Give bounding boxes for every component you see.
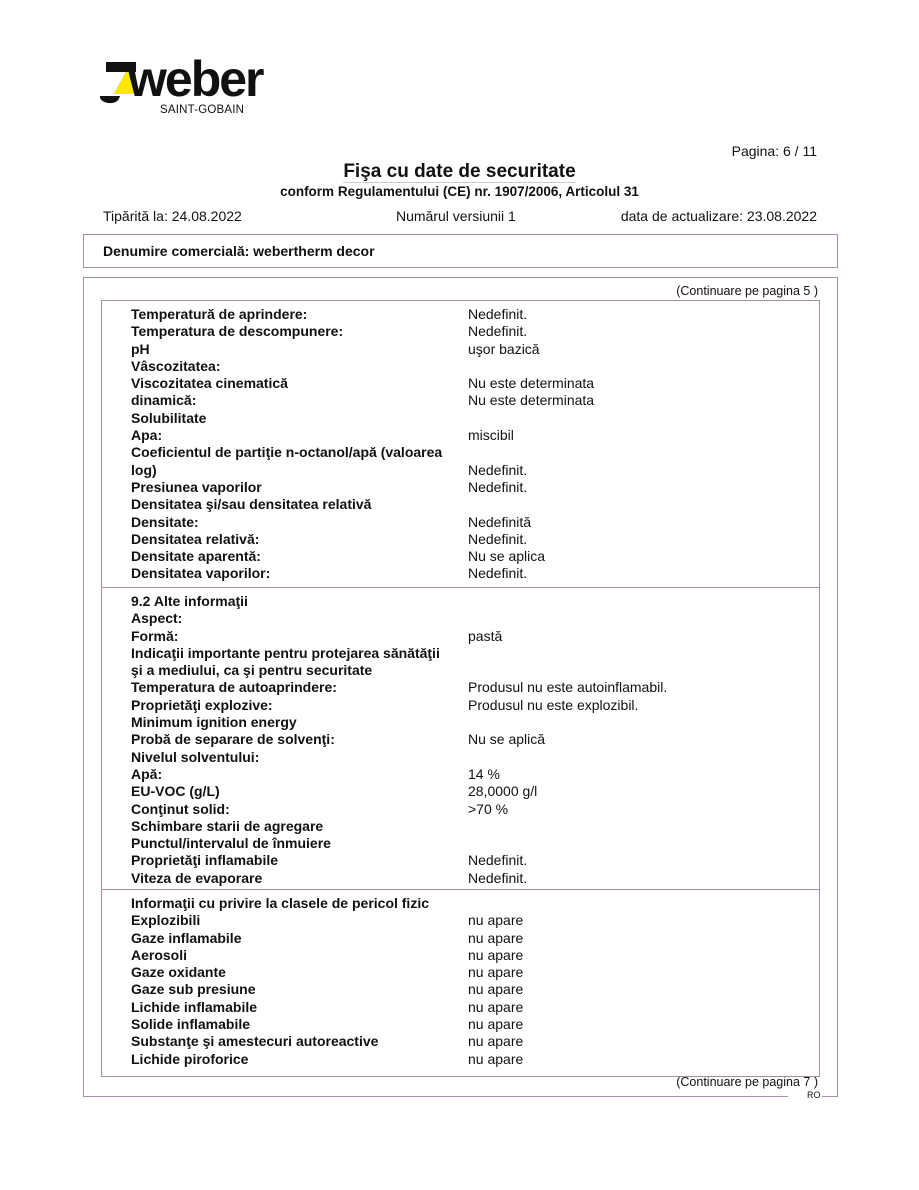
property-value: Nedefinită xyxy=(468,513,532,530)
table-row xyxy=(102,479,819,496)
table-row xyxy=(102,964,819,981)
property-value: 28,0000 g/l xyxy=(468,783,538,800)
table-row xyxy=(102,870,819,887)
property-label: Proprietăţi inflamabile xyxy=(131,852,279,869)
property-label: Apă: xyxy=(131,765,163,782)
table-row xyxy=(102,801,819,818)
property-value: pastă xyxy=(468,627,503,644)
property-label: Temperatura de descompunere: xyxy=(131,323,344,340)
property-value: miscibil xyxy=(468,427,514,444)
table-row xyxy=(102,697,819,714)
continued-to: (Continuare pe pagina 7 ) xyxy=(676,1075,818,1089)
table-row xyxy=(102,930,819,947)
product-name-box xyxy=(83,234,838,268)
property-label: Explozibili xyxy=(131,912,201,929)
property-label: Nivelul solventului: xyxy=(131,748,260,765)
table-row xyxy=(102,565,819,582)
property-label: Solide inflamabile xyxy=(131,1016,251,1033)
version-number: Numărul versiunii 1 xyxy=(396,208,516,224)
table-row xyxy=(102,610,819,627)
property-value: nu apare xyxy=(468,981,524,998)
property-label: Gaze sub presiune xyxy=(131,981,256,998)
property-value: Nedefinit. xyxy=(468,323,528,340)
property-value: Produsul nu este autoinflamabil. xyxy=(468,679,668,696)
property-label: Gaze oxidante xyxy=(131,964,226,981)
property-label: Substanţe şi amestecuri autoreactive xyxy=(131,1033,379,1050)
table-row xyxy=(102,783,819,800)
property-label: 9.2 Alte informaţii xyxy=(131,593,248,609)
property-label: log) xyxy=(131,461,157,478)
table-row xyxy=(102,410,819,427)
table-row xyxy=(102,628,819,645)
document-title xyxy=(0,161,919,183)
table-row xyxy=(102,306,819,323)
property-value: Nedefinit. xyxy=(468,306,528,322)
table-row xyxy=(102,749,819,766)
table-row xyxy=(102,496,819,513)
property-label: pH xyxy=(131,340,150,357)
table-row xyxy=(102,912,819,929)
property-label: Presiunea vaporilor xyxy=(131,478,262,495)
property-value: nu apare xyxy=(468,946,524,963)
table-row xyxy=(102,766,819,783)
bottom-divider xyxy=(83,1096,788,1097)
property-value: nu apare xyxy=(468,912,524,929)
property-value: Nu este determinata xyxy=(468,392,595,409)
property-label: Vâscozitatea: xyxy=(131,357,221,374)
property-value: Nedefinit. xyxy=(468,461,528,478)
table-row xyxy=(102,835,819,852)
property-value: >70 % xyxy=(468,800,509,817)
table-row xyxy=(102,895,819,912)
table-row xyxy=(102,514,819,531)
table-row xyxy=(102,341,819,358)
logo-wordmark: weber xyxy=(128,51,263,107)
table-row xyxy=(102,593,819,610)
table-row xyxy=(102,679,819,696)
property-value: Nedefinit. xyxy=(468,530,528,547)
property-label: Densitatea relativă: xyxy=(131,530,260,547)
section-other-information xyxy=(102,587,819,887)
table-row xyxy=(102,427,819,444)
property-label: EU-VOC (g/L) xyxy=(131,783,220,800)
property-label: Temperatură de aprindere: xyxy=(131,306,308,322)
property-label: şi a mediului, ca şi pentru securitate xyxy=(131,662,373,679)
property-value: Nedefinit. xyxy=(468,869,528,886)
property-value: nu apare xyxy=(468,998,524,1015)
property-label: Aerosoli xyxy=(131,946,188,963)
property-label: Indicaţii importante pentru protejarea sănătăţii xyxy=(131,644,440,661)
property-label: Densitate aparentă: xyxy=(131,548,261,565)
property-value: Nedefinit. xyxy=(468,852,528,869)
table-row xyxy=(102,1016,819,1033)
table-row xyxy=(102,358,819,375)
update-date: data de actualizare: 23.08.2022 xyxy=(620,208,817,224)
table-row xyxy=(102,731,819,748)
property-label: Solubilitate xyxy=(131,409,207,426)
property-label: Apa: xyxy=(131,427,163,444)
table-row xyxy=(102,852,819,869)
table-row xyxy=(102,444,819,461)
document-subtitle: conform Regulamentului (CE) nr. 1907/2006, Articolul 31 xyxy=(280,184,639,199)
properties-table xyxy=(101,300,820,1077)
property-label: Schimbare starii de agregare xyxy=(131,817,324,834)
property-value: nu apare xyxy=(468,964,524,981)
property-label: Proprietăţi explozive: xyxy=(131,696,273,713)
property-label: Formă: xyxy=(131,627,179,644)
table-row xyxy=(102,714,819,731)
table-row xyxy=(102,531,819,548)
property-label: Lichide piroforice xyxy=(131,1050,249,1067)
property-label: Viteza de evaporare xyxy=(131,869,263,886)
table-row xyxy=(102,392,819,409)
continued-from: (Continuare pe pagina 5 ) xyxy=(676,284,818,298)
property-label: Densitatea şi/sau densitatea relativă xyxy=(131,496,372,513)
logo-subtitle: SAINT-GOBAIN xyxy=(160,104,245,116)
table-row xyxy=(102,1051,819,1068)
table-row xyxy=(102,1033,819,1050)
property-label: Coeficientul de partiţie n-octanol/apă (valoarea xyxy=(131,444,443,461)
property-value: Nedefinit. xyxy=(468,478,528,495)
language-code: RO xyxy=(807,1090,821,1100)
property-label: Viscozitatea cinematică xyxy=(131,375,288,392)
property-value: Nu se aplica xyxy=(468,548,546,565)
property-label: Conţinut solid: xyxy=(131,800,230,817)
property-value: nu apare xyxy=(468,929,524,946)
document-title-text: Fişa cu date de securitate xyxy=(343,161,576,182)
product-name: Denumire comercială: webertherm decor xyxy=(103,243,375,259)
property-value: Nedefinit. xyxy=(468,565,528,582)
property-label: Informaţii cu privire la clasele de pericol fizic xyxy=(131,895,429,911)
table-row xyxy=(102,645,819,662)
property-value: nu apare xyxy=(468,1050,524,1067)
property-label: Minimum ignition energy xyxy=(131,714,297,731)
property-value: uşor bazică xyxy=(468,340,540,357)
table-row xyxy=(102,999,819,1016)
property-label: Aspect: xyxy=(131,610,183,627)
property-value: 14 % xyxy=(468,765,500,782)
page-number: Pagina: 6 / 11 xyxy=(731,143,817,159)
section-physical-properties xyxy=(102,306,819,583)
table-row xyxy=(102,981,819,998)
weber-logo xyxy=(100,51,290,118)
property-label: Lichide inflamabile xyxy=(131,998,258,1015)
property-value: nu apare xyxy=(468,1016,524,1033)
property-label: Densitate: xyxy=(131,513,199,530)
table-row xyxy=(102,548,819,565)
table-row xyxy=(102,818,819,835)
table-row xyxy=(102,662,819,679)
table-row xyxy=(102,323,819,340)
table-row xyxy=(102,375,819,392)
table-row xyxy=(102,462,819,479)
property-label: Probă de separare de solvenţi: xyxy=(131,731,335,748)
section-physical-hazards xyxy=(102,889,819,1068)
property-value: Produsul nu este explozibil. xyxy=(468,696,639,713)
table-row xyxy=(102,947,819,964)
property-label: Gaze inflamabile xyxy=(131,929,242,946)
property-label: dinamică: xyxy=(131,392,197,409)
property-value: Nu se aplică xyxy=(468,731,546,748)
printed-date: Tipărită la: 24.08.2022 xyxy=(103,208,242,224)
property-value: nu apare xyxy=(468,1033,524,1050)
property-label: Temperatura de autoaprindere: xyxy=(131,679,337,696)
property-value: Nu este determinata xyxy=(468,375,595,392)
property-label: Densitatea vaporilor: xyxy=(131,565,271,582)
property-label: Punctul/intervalul de înmuiere xyxy=(131,835,331,852)
bottom-divider-end xyxy=(822,1096,837,1097)
